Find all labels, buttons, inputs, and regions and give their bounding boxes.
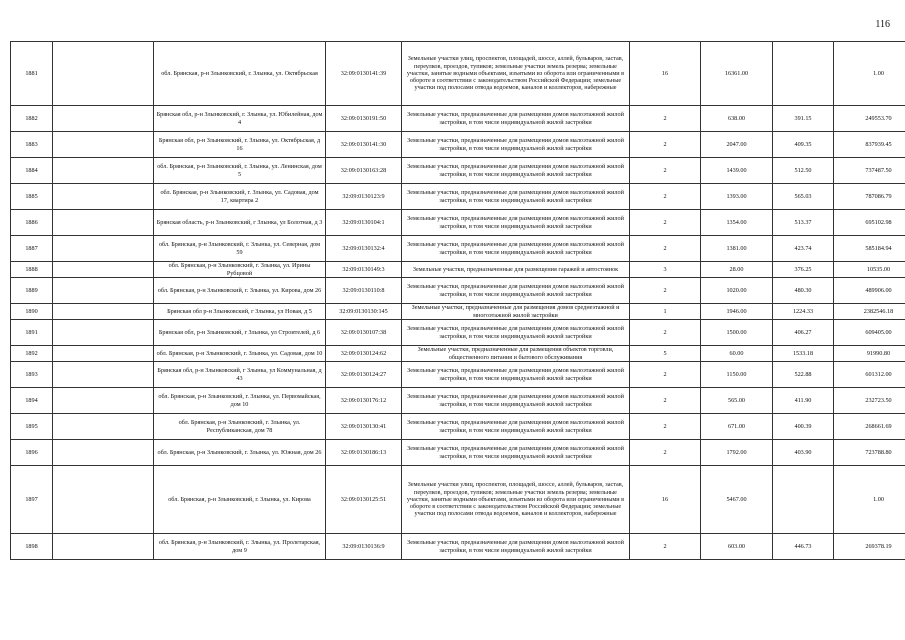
- group-code-cell: 16: [630, 466, 701, 534]
- address-cell: Брянская область, р-н Злынковский, г Злынка, ул Болотная, д 3: [154, 210, 326, 236]
- specific-value-cell: 446.73: [773, 534, 834, 560]
- address-cell: обл. Брянская, р-н Злынковский, г. Злынка, ул. Ленинская, дом 5: [154, 158, 326, 184]
- empty-cell: [53, 414, 154, 440]
- specific-value-cell: 406.27: [773, 320, 834, 346]
- table-body: [11, 42, 905, 560]
- table-row: [11, 42, 905, 106]
- cadastral-number-cell: 32:09:0130104:1: [326, 210, 402, 236]
- area-cell: 1020.00: [701, 278, 773, 304]
- cadastral-number-cell: 32:09:0130125:51: [326, 466, 402, 534]
- cadastral-value-cell: 737487.50: [834, 158, 905, 184]
- row-number: 1888: [11, 262, 53, 278]
- cadastral-number-cell: 32:09:0130110:8: [326, 278, 402, 304]
- address-cell: обл. Брянская, р-н Злынковский, г. Злынка, ул. Ирины Рубцовой: [154, 262, 326, 278]
- cadastral-value-cell: 787086.79: [834, 184, 905, 210]
- land-category-cell: Земельные участки, предназначенные для размещения домов малоэтажной жилой застройки, в том числе индивидуальной жилой застройки: [402, 132, 630, 158]
- group-code-cell: 2: [630, 158, 701, 184]
- empty-cell: [53, 42, 154, 106]
- address-cell: обл. Брянская, р-н Злынковский, г. Злынка, ул. Первомайская, дом 10: [154, 388, 326, 414]
- table-row: [11, 320, 905, 346]
- land-category-cell: Земельные участки, предназначенные для размещения домов малоэтажной жилой застройки, в том числе индивидуальной жилой застройки: [402, 362, 630, 388]
- area-cell: 28.00: [701, 262, 773, 278]
- area-cell: 671.00: [701, 414, 773, 440]
- row-number: 1893: [11, 362, 53, 388]
- land-category-cell: Земельные участки, предназначенные для размещения домов малоэтажной жилой застройки, в том числе индивидуальной жилой застройки: [402, 278, 630, 304]
- land-category-cell: Земельные участки, предназначенные для размещения домов малоэтажной жилой застройки, в том числе индивидуальной жилой застройки: [402, 236, 630, 262]
- area-cell: 603.00: [701, 534, 773, 560]
- cadastral-value-cell: 601312.00: [834, 362, 905, 388]
- empty-cell: [53, 210, 154, 236]
- cadastral-number-cell: 32:09:0130141:30: [326, 132, 402, 158]
- address-cell: Брянская обл р-н Злынковский, г Злынка, ул Новая, д 5: [154, 304, 326, 320]
- cadastral-value-cell: 695102.98: [834, 210, 905, 236]
- cadastral-value-cell: 1.00: [834, 42, 905, 106]
- cadastral-value-cell: 249553.70: [834, 106, 905, 132]
- group-code-cell: 2: [630, 132, 701, 158]
- group-code-cell: 2: [630, 388, 701, 414]
- specific-value-cell: 400.39: [773, 414, 834, 440]
- table-row: [11, 362, 905, 388]
- area-cell: 1381.00: [701, 236, 773, 262]
- table-row: [11, 466, 905, 534]
- table-row: [11, 262, 905, 278]
- cadastral-value-cell: 837939.45: [834, 132, 905, 158]
- address-cell: Брянская обл, р-н Злынковский, г Злынка, ул Коммунальная, д 43: [154, 362, 326, 388]
- cadastral-number-cell: 32:09:0130124:62: [326, 346, 402, 362]
- cadastral-value-cell: 10535.00: [834, 262, 905, 278]
- address-cell: Брянская обл, р-н Злынковский, г. Злынка, ул. Октябрьская, д 16: [154, 132, 326, 158]
- land-category-cell: Земельные участки, предназначенные для размещения гаражей и автостоянок: [402, 262, 630, 278]
- land-category-cell: Земельные участки, предназначенные для размещения домов малоэтажной жилой застройки, в том числе индивидуальной жилой застройки: [402, 388, 630, 414]
- specific-value-cell: 512.50: [773, 158, 834, 184]
- land-category-cell: Земельные участки, предназначенные для размещения домов малоэтажной жилой застройки, в том числе индивидуальной жилой застройки: [402, 440, 630, 466]
- address-cell: обл. Брянская, р-н Злынковский, г. Злынка, ул. Садовая, дом 17, квартира 2: [154, 184, 326, 210]
- page-number: 116: [875, 19, 890, 30]
- group-code-cell: 3: [630, 262, 701, 278]
- empty-cell: [53, 132, 154, 158]
- land-category-cell: Земельные участки, предназначенные для размещения домов малоэтажной жилой застройки, в том числе индивидуальной жилой застройки: [402, 106, 630, 132]
- table-row: [11, 236, 905, 262]
- group-code-cell: 2: [630, 236, 701, 262]
- group-code-cell: 2: [630, 278, 701, 304]
- land-category-cell: Земельные участки, предназначенные для размещения домов малоэтажной жилой застройки, в том числе индивидуальной жилой застройки: [402, 320, 630, 346]
- address-cell: обл. Брянская, р-н Злынковский, г. Злынка, ул. Пролетарская, дом 9: [154, 534, 326, 560]
- cadastral-value-table: [10, 41, 905, 560]
- empty-cell: [53, 440, 154, 466]
- cadastral-value-cell: 1.00: [834, 466, 905, 534]
- table-row: [11, 278, 905, 304]
- area-cell: 1354.00: [701, 210, 773, 236]
- cadastral-value-cell: 723788.80: [834, 440, 905, 466]
- group-code-cell: 2: [630, 184, 701, 210]
- address-cell: обл. Брянская, р-н Злынковский, г. Злынка, ул. Октябрьская: [154, 42, 326, 106]
- cadastral-number-cell: 32:09:0130191:50: [326, 106, 402, 132]
- specific-value-cell: 411.90: [773, 388, 834, 414]
- cadastral-value-cell: 585184.94: [834, 236, 905, 262]
- group-code-cell: 2: [630, 106, 701, 132]
- table-row: [11, 184, 905, 210]
- empty-cell: [53, 106, 154, 132]
- cadastral-number-cell: 32:09:0130132:4: [326, 236, 402, 262]
- address-cell: обл. Брянская, р-н Злынковский, г. Злынка, ул. Северная, дом 59: [154, 236, 326, 262]
- address-cell: Брянская обл, р-н Злынковский, г. Злынка, ул. Юбилейная, дом 4: [154, 106, 326, 132]
- area-cell: 1150.00: [701, 362, 773, 388]
- address-cell: обл. Брянская, р-н Злынковский, г. Злынка, ул. Садовая, дом 10: [154, 346, 326, 362]
- empty-cell: [53, 388, 154, 414]
- empty-cell: [53, 236, 154, 262]
- group-code-cell: 2: [630, 414, 701, 440]
- empty-cell: [53, 534, 154, 560]
- area-cell: 1792.00: [701, 440, 773, 466]
- empty-cell: [53, 304, 154, 320]
- cadastral-number-cell: 32:09:0130149:3: [326, 262, 402, 278]
- cadastral-number-cell: 32:09:0130107:38: [326, 320, 402, 346]
- empty-cell: [53, 184, 154, 210]
- cadastral-number-cell: 32:09:0130176:12: [326, 388, 402, 414]
- row-number: 1892: [11, 346, 53, 362]
- specific-value-cell: 376.25: [773, 262, 834, 278]
- specific-value-cell: 513.37: [773, 210, 834, 236]
- table-row: [11, 414, 905, 440]
- table-row: [11, 132, 905, 158]
- specific-value-cell: 391.15: [773, 106, 834, 132]
- group-code-cell: 2: [630, 440, 701, 466]
- area-cell: 1393.00: [701, 184, 773, 210]
- row-number: 1894: [11, 388, 53, 414]
- group-code-cell: 5: [630, 346, 701, 362]
- cadastral-value-cell: 489906.00: [834, 278, 905, 304]
- cadastral-value-cell: 91990.80: [834, 346, 905, 362]
- area-cell: 1439.00: [701, 158, 773, 184]
- cadastral-number-cell: 32:09:0130141:39: [326, 42, 402, 106]
- area-cell: 2047.00: [701, 132, 773, 158]
- cadastral-value-cell: 268661.69: [834, 414, 905, 440]
- table-row: [11, 106, 905, 132]
- row-number: 1897: [11, 466, 53, 534]
- address-cell: обл. Брянская, р-н Злынковский, г. Злынка, ул. Южная, дом 26: [154, 440, 326, 466]
- row-number: 1885: [11, 184, 53, 210]
- area-cell: 1946.00: [701, 304, 773, 320]
- row-number: 1889: [11, 278, 53, 304]
- group-code-cell: 2: [630, 210, 701, 236]
- cadastral-value-cell: 232723.50: [834, 388, 905, 414]
- row-number: 1891: [11, 320, 53, 346]
- empty-cell: [53, 362, 154, 388]
- row-number: 1883: [11, 132, 53, 158]
- address-cell: обл. Брянская, р-н Злынковский, г. Злынка, ул. Республиканская, дом 78: [154, 414, 326, 440]
- table-row: [11, 388, 905, 414]
- area-cell: 565.00: [701, 388, 773, 414]
- cadastral-value-cell: 269378.19: [834, 534, 905, 560]
- specific-value-cell: 565.03: [773, 184, 834, 210]
- specific-value-cell: 1224.33: [773, 304, 834, 320]
- row-number: 1896: [11, 440, 53, 466]
- land-category-cell: Земельные участки, предназначенные для размещения домов малоэтажной жилой застройки, в том числе индивидуальной жилой застройки: [402, 184, 630, 210]
- row-number: 1898: [11, 534, 53, 560]
- land-category-cell: Земельные участки, предназначенные для размещения домов малоэтажной жилой застройки, в том числе индивидуальной жилой застройки: [402, 158, 630, 184]
- address-cell: обл. Брянская, р-н Злынковский, г. Злынка, ул. Кирова, дом 26: [154, 278, 326, 304]
- cadastral-value-cell: 2382546.18: [834, 304, 905, 320]
- row-number: 1884: [11, 158, 53, 184]
- table-row: [11, 210, 905, 236]
- area-cell: 16361.00: [701, 42, 773, 106]
- row-number: 1881: [11, 42, 53, 106]
- land-category-cell: Земельные участки улиц, проспектов, площадей, шоссе, аллей, бульваров, застав, переулков, проездов, тупиков; земельные участки земель резерва; земельные участки, занятые водными объектами, изъятыми из оборота или ограниченными в обороте в соответствии с законодательством Российской Федерации; земельные участки под полосами отвода водоемов, каналов и коллекторов, набережные: [402, 466, 630, 534]
- land-category-cell: Земельные участки улиц, проспектов, площадей, шоссе, аллей, бульваров, застав, переулков, проездов, тупиков; земельные участки земель резерва; земельные участки, занятые водными объектами, изъятыми из оборота или ограниченными в обороте в соответствии с законодательством Российской Федерации; земельные участки под полосами отвода водоемов, каналов и коллекторов, набережные: [402, 42, 630, 106]
- area-cell: 5467.00: [701, 466, 773, 534]
- group-code-cell: 2: [630, 362, 701, 388]
- row-number: 1886: [11, 210, 53, 236]
- area-cell: 1500.00: [701, 320, 773, 346]
- table-row: [11, 304, 905, 320]
- table-row: [11, 534, 905, 560]
- cadastral-number-cell: 32:09:0130186:13: [326, 440, 402, 466]
- specific-value-cell: 1533.18: [773, 346, 834, 362]
- address-cell: Брянская обл, р-н Злынковский, г Злынка, ул Строителей, д 6: [154, 320, 326, 346]
- group-code-cell: 16: [630, 42, 701, 106]
- specific-value-cell: [773, 466, 834, 534]
- specific-value-cell: 423.74: [773, 236, 834, 262]
- specific-value-cell: 403.90: [773, 440, 834, 466]
- empty-cell: [53, 466, 154, 534]
- cadastral-number-cell: 32:09:0130124:27: [326, 362, 402, 388]
- row-number: 1887: [11, 236, 53, 262]
- row-number: 1882: [11, 106, 53, 132]
- row-number: 1895: [11, 414, 53, 440]
- specific-value-cell: 409.35: [773, 132, 834, 158]
- empty-cell: [53, 158, 154, 184]
- land-category-cell: Земельные участки, предназначенные для размещения домов малоэтажной жилой застройки, в том числе индивидуальной жилой застройки: [402, 210, 630, 236]
- empty-cell: [53, 278, 154, 304]
- area-cell: 638.00: [701, 106, 773, 132]
- group-code-cell: 1: [630, 304, 701, 320]
- group-code-cell: 2: [630, 534, 701, 560]
- cadastral-number-cell: 32:09:0130130:41: [326, 414, 402, 440]
- specific-value-cell: 522.88: [773, 362, 834, 388]
- cadastral-number-cell: 32:09:0130130:145: [326, 304, 402, 320]
- land-category-cell: Земельные участки, предназначенные для размещения домов малоэтажной жилой застройки, в том числе индивидуальной жилой застройки: [402, 534, 630, 560]
- address-cell: обл. Брянская, р-н Злынковский, г. Злынка, ул. Кирова: [154, 466, 326, 534]
- specific-value-cell: [773, 42, 834, 106]
- empty-cell: [53, 262, 154, 278]
- area-cell: 60.00: [701, 346, 773, 362]
- table-row: [11, 158, 905, 184]
- cadastral-number-cell: 32:09:0130163:28: [326, 158, 402, 184]
- land-category-cell: Земельные участки, предназначенные для размещения домов малоэтажной жилой застройки, в том числе индивидуальной жилой застройки: [402, 414, 630, 440]
- land-category-cell: Земельные участки, предназначенные для размещения объектов торговли, общественного питания и бытового обслуживания: [402, 346, 630, 362]
- empty-cell: [53, 320, 154, 346]
- empty-cell: [53, 346, 154, 362]
- row-number: 1890: [11, 304, 53, 320]
- cadastral-number-cell: 32:09:0130136:9: [326, 534, 402, 560]
- cadastral-number-cell: 32:09:0130123:9: [326, 184, 402, 210]
- land-category-cell: Земельные участки, предназначенные для размещения домов среднеэтажной и многоэтажной жилой застройки: [402, 304, 630, 320]
- cadastral-value-cell: 609405.00: [834, 320, 905, 346]
- table-row: [11, 346, 905, 362]
- specific-value-cell: 480.30: [773, 278, 834, 304]
- group-code-cell: 2: [630, 320, 701, 346]
- table-row: [11, 440, 905, 466]
